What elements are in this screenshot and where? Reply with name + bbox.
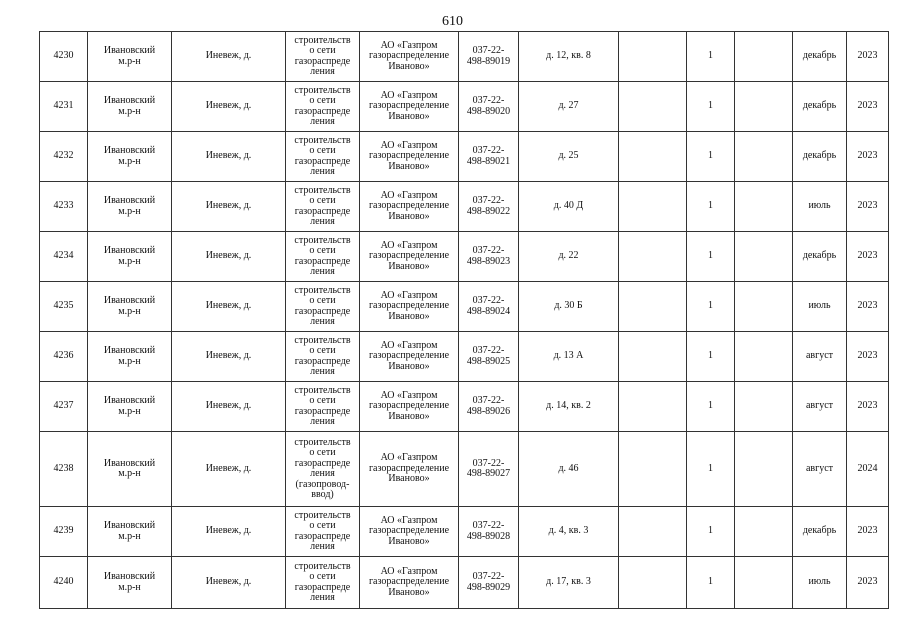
table-row [40,132,889,182]
work-type-cell: строительств о сети газораспреде ления [286,557,360,609]
empty-cell [735,232,793,282]
year-cell: 2023 [847,182,889,232]
organization-cell: АО «Газпром газораспределение Иваново» [360,182,459,232]
registry-code-cell: 037-22- 498-89023 [459,232,519,282]
month-cell: июль [793,282,847,332]
organization-cell: АО «Газпром газораспределение Иваново» [360,232,459,282]
work-type-cell: строительств о сети газораспреде ления [286,507,360,557]
settlement-cell: Иневеж, д. [172,432,286,507]
empty-cell [619,282,687,332]
table-row [40,32,889,82]
row-number-cell: 4235 [40,282,88,332]
year-cell: 2023 [847,382,889,432]
work-type-cell: строительств о сети газораспреде ления (газопровод- ввод) [286,432,360,507]
page-number: 610 [442,14,463,29]
year-cell: 2023 [847,557,889,609]
quantity-cell: 1 [687,132,735,182]
row-number-cell: 4233 [40,182,88,232]
district-cell: Ивановский м.р-н [88,557,172,609]
district-cell: Ивановский м.р-н [88,132,172,182]
empty-cell [735,132,793,182]
table-row [40,332,889,382]
table-row [40,182,889,232]
address-cell: д. 30 Б [519,282,619,332]
quantity-cell: 1 [687,32,735,82]
table-row [40,282,889,332]
registry-code-cell: 037-22- 498-89026 [459,382,519,432]
month-cell: декабрь [793,32,847,82]
empty-cell [619,432,687,507]
row-number-cell: 4236 [40,332,88,382]
address-cell: д. 13 А [519,332,619,382]
month-cell: декабрь [793,132,847,182]
month-cell: август [793,332,847,382]
registry-code-cell: 037-22- 498-89021 [459,132,519,182]
row-number-cell: 4237 [40,382,88,432]
quantity-cell: 1 [687,82,735,132]
work-type-cell: строительств о сети газораспреде ления [286,282,360,332]
district-cell: Ивановский м.р-н [88,432,172,507]
settlement-cell: Иневеж, д. [172,82,286,132]
empty-cell [735,82,793,132]
year-cell: 2024 [847,432,889,507]
empty-cell [735,432,793,507]
work-type-cell: строительств о сети газораспреде ления [286,382,360,432]
quantity-cell: 1 [687,182,735,232]
district-cell: Ивановский м.р-н [88,332,172,382]
settlement-cell: Иневеж, д. [172,557,286,609]
year-cell: 2023 [847,132,889,182]
work-type-cell: строительств о сети газораспреде ления [286,132,360,182]
year-cell: 2023 [847,332,889,382]
table-row [40,557,889,609]
year-cell: 2023 [847,282,889,332]
registry-code-cell: 037-22- 498-89025 [459,332,519,382]
address-cell: д. 14, кв. 2 [519,382,619,432]
registry-code-cell: 037-22- 498-89020 [459,82,519,132]
month-cell: декабрь [793,82,847,132]
registry-code-cell: 037-22- 498-89027 [459,432,519,507]
month-cell: август [793,382,847,432]
settlement-cell: Иневеж, д. [172,32,286,82]
empty-cell [619,332,687,382]
district-cell: Ивановский м.р-н [88,32,172,82]
organization-cell: АО «Газпром газораспределение Иваново» [360,332,459,382]
empty-cell [735,32,793,82]
row-number-cell: 4238 [40,432,88,507]
month-cell: декабрь [793,507,847,557]
row-number-cell: 4239 [40,507,88,557]
organization-cell: АО «Газпром газораспределение Иваново» [360,557,459,609]
settlement-cell: Иневеж, д. [172,232,286,282]
work-type-cell: строительств о сети газораспреде ления [286,32,360,82]
district-cell: Ивановский м.р-н [88,282,172,332]
address-cell: д. 12, кв. 8 [519,32,619,82]
empty-cell [619,382,687,432]
empty-cell [619,132,687,182]
row-number-cell: 4234 [40,232,88,282]
organization-cell: АО «Газпром газораспределение Иваново» [360,382,459,432]
work-type-cell: строительств о сети газораспреде ления [286,232,360,282]
organization-cell: АО «Газпром газораспределение Иваново» [360,82,459,132]
year-cell: 2023 [847,82,889,132]
registry-code-cell: 037-22- 498-89028 [459,507,519,557]
work-type-cell: строительств о сети газораспреде ления [286,332,360,382]
table-row [40,82,889,132]
district-cell: Ивановский м.р-н [88,182,172,232]
month-cell: июль [793,182,847,232]
month-cell: июль [793,557,847,609]
empty-cell [735,332,793,382]
quantity-cell: 1 [687,432,735,507]
quantity-cell: 1 [687,282,735,332]
address-cell: д. 17, кв. 3 [519,557,619,609]
quantity-cell: 1 [687,382,735,432]
organization-cell: АО «Газпром газораспределение Иваново» [360,132,459,182]
year-cell: 2023 [847,232,889,282]
table-row [40,432,889,507]
row-number-cell: 4231 [40,82,88,132]
table-row [40,507,889,557]
empty-cell [619,507,687,557]
settlement-cell: Иневеж, д. [172,132,286,182]
settlement-cell: Иневеж, д. [172,332,286,382]
settlement-cell: Иневеж, д. [172,382,286,432]
year-cell: 2023 [847,32,889,82]
organization-cell: АО «Газпром газораспределение Иваново» [360,282,459,332]
empty-cell [735,507,793,557]
organization-cell: АО «Газпром газораспределение Иваново» [360,432,459,507]
month-cell: декабрь [793,232,847,282]
quantity-cell: 1 [687,232,735,282]
work-type-cell: строительств о сети газораспреде ления [286,82,360,132]
row-number-cell: 4230 [40,32,88,82]
registry-rows [40,32,889,609]
address-cell: д. 40 Д [519,182,619,232]
row-number-cell: 4232 [40,132,88,182]
address-cell: д. 22 [519,232,619,282]
empty-cell [735,182,793,232]
address-cell: д. 4, кв. 3 [519,507,619,557]
table-row [40,382,889,432]
table-row [40,232,889,282]
registry-table [39,31,889,609]
organization-cell: АО «Газпром газораспределение Иваново» [360,32,459,82]
address-cell: д. 27 [519,82,619,132]
quantity-cell: 1 [687,507,735,557]
district-cell: Ивановский м.р-н [88,507,172,557]
settlement-cell: Иневеж, д. [172,507,286,557]
registry-code-cell: 037-22- 498-89024 [459,282,519,332]
district-cell: Ивановский м.р-н [88,382,172,432]
registry-code-cell: 037-22- 498-89029 [459,557,519,609]
empty-cell [735,557,793,609]
district-cell: Ивановский м.р-н [88,232,172,282]
empty-cell [619,32,687,82]
year-cell: 2023 [847,507,889,557]
empty-cell [619,82,687,132]
quantity-cell: 1 [687,332,735,382]
address-cell: д. 46 [519,432,619,507]
district-cell: Ивановский м.р-н [88,82,172,132]
work-type-cell: строительств о сети газораспреде ления [286,182,360,232]
empty-cell [619,232,687,282]
address-cell: д. 25 [519,132,619,182]
empty-cell [619,182,687,232]
empty-cell [619,557,687,609]
registry-code-cell: 037-22- 498-89019 [459,32,519,82]
row-number-cell: 4240 [40,557,88,609]
quantity-cell: 1 [687,557,735,609]
organization-cell: АО «Газпром газораспределение Иваново» [360,507,459,557]
registry-code-cell: 037-22- 498-89022 [459,182,519,232]
month-cell: август [793,432,847,507]
settlement-cell: Иневеж, д. [172,282,286,332]
settlement-cell: Иневеж, д. [172,182,286,232]
empty-cell [735,382,793,432]
empty-cell [735,282,793,332]
